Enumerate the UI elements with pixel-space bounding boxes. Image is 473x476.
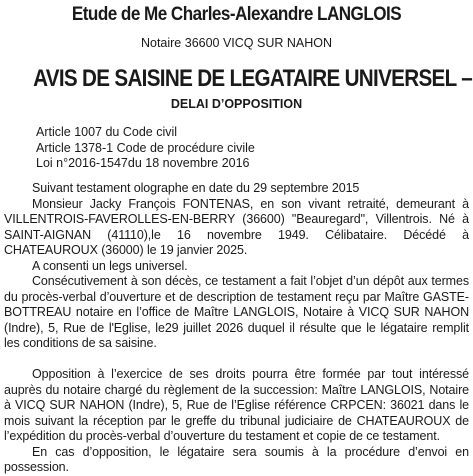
- opposition-paragraph: Opposition à l’exercice de ses droits pourra être formée par tout intéressé auprès du notaire chargé du règlement de la succession: Maître LANGLOIS, Notaire à VICQ SUR NAHON (Indre), 5, Rue de l’Eglise référence CRPCEN: 36021 dans le mois suivant la réception par le greffe du tribunal judiciaire de CHATEAUROUX de l’expédition du procès-verbal d’ouverture du testament et copie de ce testament.: [4, 367, 469, 443]
- notary-office-title: Etude de Me Charles-Alexandre LANGLOIS: [71, 4, 402, 25]
- notice-subtitle: DELAI D’OPPOSITION: [170, 97, 303, 111]
- possession-paragraph: En cas d’opposition, le légataire sera soumis à la procédure d’envoi en possession.: [4, 444, 469, 474]
- legal-references: [36, 125, 255, 172]
- legacy-paragraph: A consenti un legs universel.: [32, 258, 188, 273]
- deposit-paragraph: Consécutivement à son décès, ce testament a fait l’objet d’un dépôt aux termes du procès-verbal d’ouverture et de description de testament reçu par Maître GASTE-BOTTREAU notaire en l’office de Maître LANGLOIS, Notaire à VICQ SUR NAHON (Indre), 5, Rue de l'Eglise, le29 juillet 2026 duquel il résulte que le légataire remplit les conditions de sa saisine.: [4, 274, 469, 350]
- testator-paragraph: Monsieur Jacky François FONTENAS, en son vivant retraité, demeurant à VILLENTROIS-FAVEROLLES-EN-BERRY (36600) "Beauregard", Villentrois. Né à SAINT-AIGNAN (41110),le 16 novembre 1949. Célibataire. Décédé à CHATEAUROUX (36000) le 19 janvier 2025.: [4, 196, 469, 257]
- reference-line: Article 1007 du Code civil: [36, 125, 178, 139]
- testament-date-paragraph: Suivant testament olographe en date du 29 septembre 2015: [32, 181, 360, 195]
- reference-line: Article 1378-1 Code de procédure civile: [36, 140, 255, 155]
- notary-office-address: Notaire 36600 VICQ SUR NAHON: [140, 36, 333, 50]
- notice-title: AVIS DE SAISINE DE LEGATAIRE UNIVERSEL –: [33, 65, 472, 92]
- notice-body: [4, 181, 469, 476]
- reference-line: Loi n°2016-1547du 18 novembre 2016: [36, 156, 250, 170]
